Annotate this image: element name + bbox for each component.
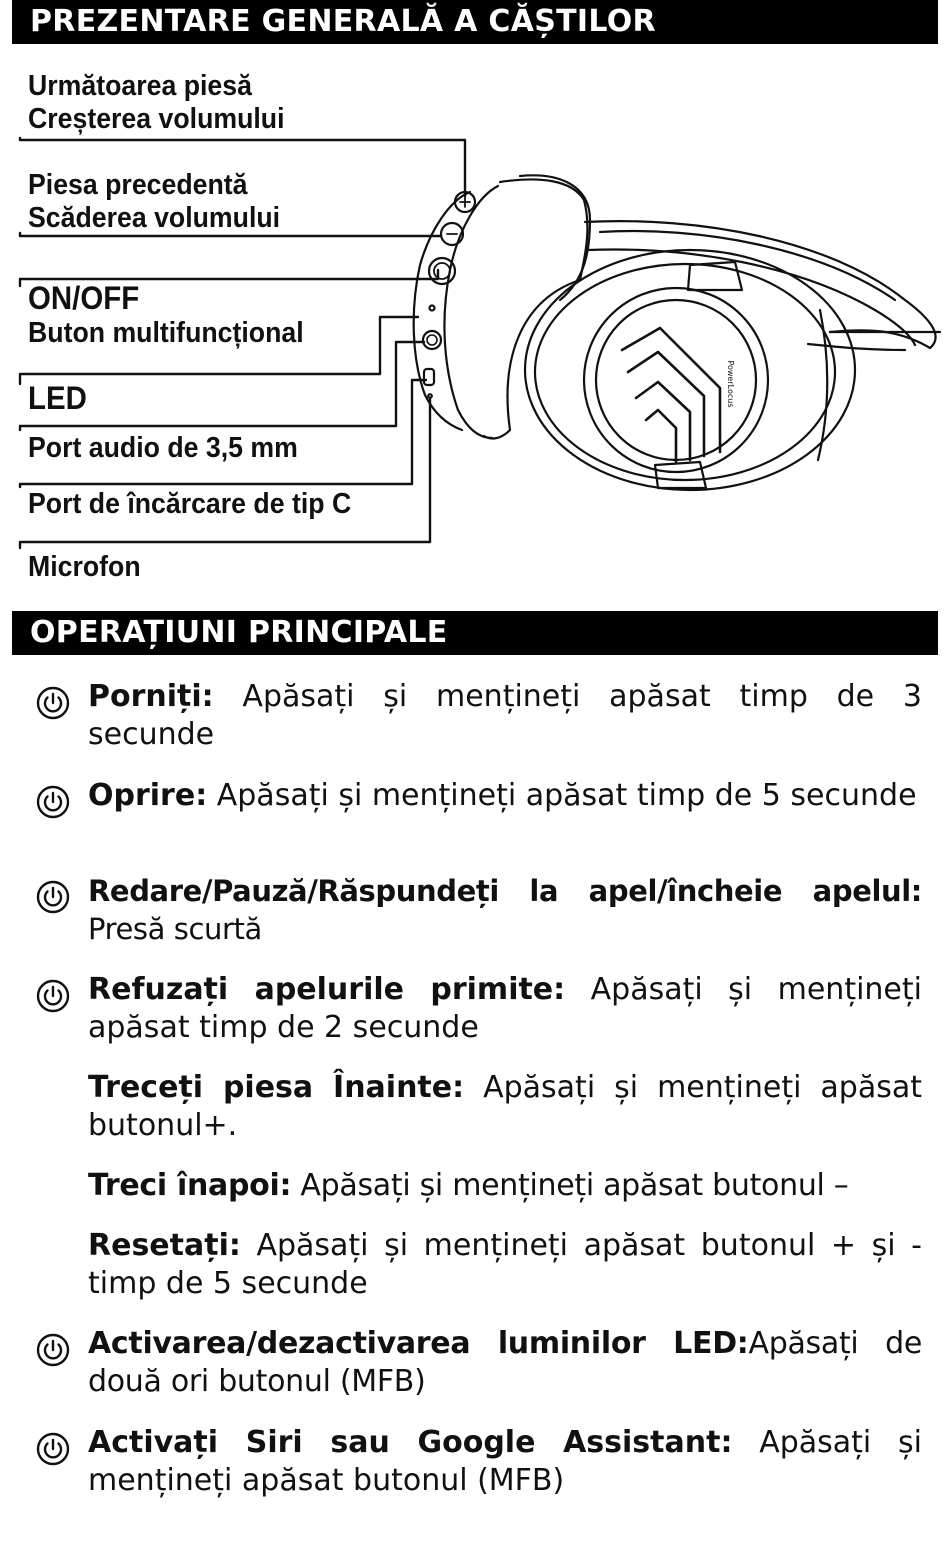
- label-volume-down: Scăderea volumului: [28, 202, 281, 234]
- operation-label: Resetați:: [88, 1228, 241, 1263]
- power-icon: [36, 979, 70, 1013]
- operation-text: [88, 971, 922, 1047]
- operation-text: [88, 678, 922, 754]
- label-prev-track: Piesa precedentă: [28, 169, 248, 201]
- operation-label: Activarea/dezactivarea luminilor LED:: [88, 1326, 749, 1361]
- operations-title: OPERAȚIUNI PRINCIPALE: [30, 615, 448, 650]
- operation-description: Apăsați și mențineți apăsat timp de 3 secunde: [88, 679, 922, 752]
- power-icon: [36, 1432, 70, 1466]
- operation-description: Apăsați și mențineți apăsat butonul (MFB): [88, 1425, 922, 1498]
- operations-header: [12, 611, 938, 655]
- operation-text: [88, 1424, 922, 1500]
- operation-text: [88, 1167, 922, 1205]
- label-microphone: Microfon: [28, 551, 141, 583]
- operation-label: Redare/Pauză/Răspundeți la apel/încheie apelul:: [88, 874, 922, 908]
- operation-label: Oprire:: [88, 778, 208, 813]
- usb-c-port: [424, 369, 434, 385]
- operation-description: Apăsați și mențineți apăsat butonul –: [291, 1168, 849, 1203]
- operation-text: [88, 1227, 922, 1303]
- overview-title: PREZENTARE GENERALĂ A CĂȘTILOR: [30, 4, 656, 39]
- brand-logo: [622, 328, 720, 462]
- operation-description: Apăsați și mențineți apăsat butonul+.: [88, 1070, 922, 1143]
- operation-label: Refuzați apelurile primite:: [88, 972, 566, 1007]
- label-led: LED: [28, 380, 87, 416]
- led-indicator: [430, 306, 435, 311]
- label-volume-up: Creșterea volumului: [28, 103, 285, 135]
- operation-description: Presă scurtă: [88, 912, 262, 946]
- label-charging-port: Port de încărcare de tip C: [28, 488, 352, 520]
- operation-description: Apăsați de două ori butonul (MFB): [88, 1326, 922, 1399]
- operation-description: Apăsați și mențineți apăsat timp de 5 secunde: [207, 778, 917, 813]
- power-icon: [36, 1333, 70, 1367]
- left-earcup: [414, 175, 590, 438]
- operation-description: Apăsați și mențineți apăsat timp de 2 secunde: [88, 972, 922, 1045]
- power-icon: [36, 880, 70, 914]
- operation-text: [88, 872, 922, 948]
- power-button: [429, 258, 455, 284]
- audio-port: [423, 331, 441, 349]
- label-on-off: ON/OFF: [28, 280, 140, 316]
- operation-text: [88, 777, 922, 815]
- label-audio-port: Port audio de 3,5 mm: [28, 432, 298, 464]
- operation-description: Apăsați și mențineți apăsat butonul + și - timp de 5 secunde: [88, 1228, 922, 1301]
- power-icon: [36, 785, 70, 819]
- power-icon: [36, 686, 70, 720]
- label-mfb: Buton multifuncțional: [28, 317, 304, 349]
- operation-label: Treci înapoi:: [88, 1168, 292, 1203]
- microphone-hole: [428, 394, 432, 398]
- operation-text: [88, 1325, 922, 1401]
- operation-label: Activați Siri sau Google Assistant:: [88, 1425, 733, 1460]
- operation-label: Porniți:: [88, 679, 214, 714]
- overview-header: [12, 0, 938, 44]
- operation-label: Treceți piesa Înainte:: [88, 1070, 465, 1105]
- label-next-track: Următoarea piesă: [28, 70, 252, 102]
- operation-text: [88, 1069, 922, 1145]
- brand-text: PowerLocus: [726, 360, 735, 408]
